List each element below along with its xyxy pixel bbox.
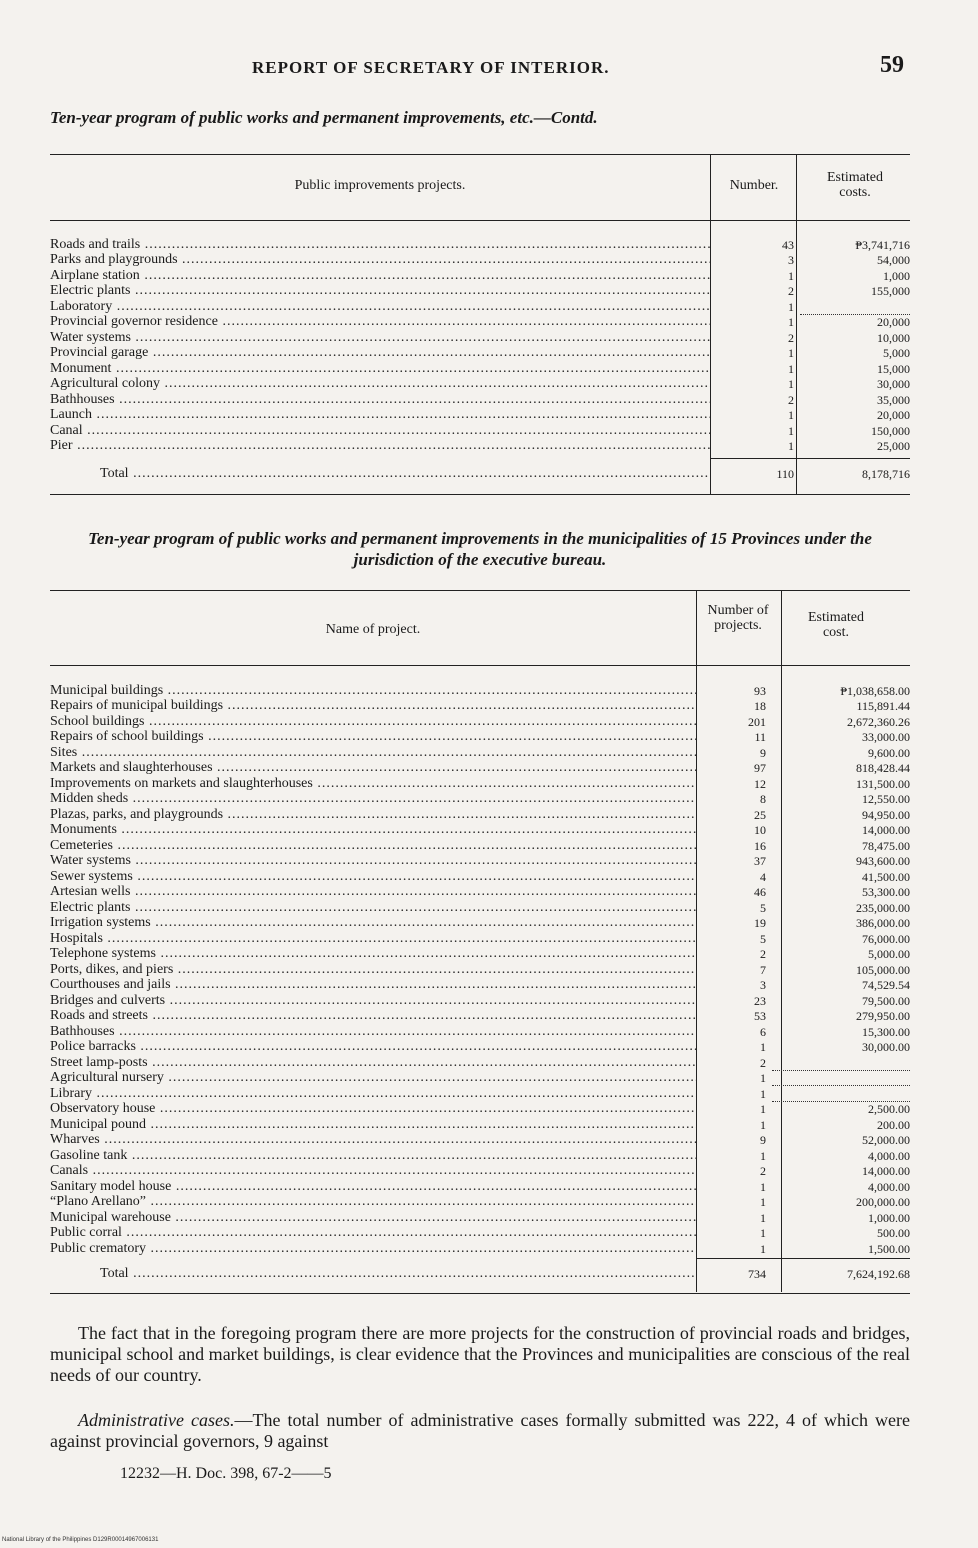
library-watermark: National Library of the Philippines D129R00014967006131 <box>2 1537 159 1543</box>
row-cost: 52,000.00 <box>862 1133 910 1147</box>
row-cost: 150,000 <box>871 423 910 438</box>
row-number: 1 <box>760 1040 766 1054</box>
row-number: 43 <box>782 237 794 252</box>
table1-header-cost: Estimated costs. <box>827 170 883 200</box>
row-cost: 25,000 <box>877 439 910 453</box>
table-row <box>50 1071 910 1087</box>
row-number: 18 <box>754 699 766 713</box>
row-project-name: Parks and playgrounds ..... <box>50 252 710 268</box>
row-cost: 15,300.00 <box>862 1024 910 1039</box>
table-row <box>50 1226 910 1242</box>
row-project-name: Street lamp-posts ..... <box>50 1055 696 1071</box>
table-row <box>50 1040 910 1056</box>
row-cost: 9,600.00 <box>868 745 910 760</box>
row-number: 1 <box>760 1210 766 1225</box>
row-number: 2 <box>788 330 794 345</box>
table-row <box>50 1117 910 1133</box>
row-number: 5 <box>760 900 766 915</box>
row-project-name: Plazas, parks, and playgrounds ..... <box>50 807 696 823</box>
row-project-name: Bridges and culverts ..... <box>50 993 696 1009</box>
row-project-name: Artesian wells ..... <box>50 884 696 900</box>
row-project-name: Electric plants ..... <box>50 900 696 916</box>
table1-caption: Ten-year program of public works and permanent improvements, etc.—Contd. <box>50 108 598 127</box>
row-project-name: Police barracks ..... <box>50 1039 696 1055</box>
table-row <box>50 761 910 777</box>
row-cost: 235,000.00 <box>856 900 910 915</box>
row-project-name: Markets and slaughterhouses ..... <box>50 760 696 776</box>
table-row <box>50 838 910 854</box>
row-number: 4 <box>760 869 766 884</box>
row-number: 53 <box>754 1009 766 1023</box>
row-project-name: Ports, dikes, and piers ..... <box>50 962 696 978</box>
row-number: 3 <box>788 253 794 267</box>
table1-header-rule <box>50 220 910 221</box>
row-number: 2 <box>760 947 766 961</box>
row-project-name: Roads and streets ..... <box>50 1008 696 1024</box>
row-cost: 818,428.44 <box>856 761 910 775</box>
row-cost: 943,600.00 <box>856 854 910 868</box>
table2-header-cost: Estimated cost. <box>808 610 864 640</box>
row-cost: 105,000.00 <box>856 962 910 977</box>
table-row <box>50 408 910 424</box>
row-number: 2 <box>760 1164 766 1178</box>
row-project-name: Monument ..... <box>50 361 710 377</box>
table2-header-name: Name of project. <box>325 622 421 637</box>
row-project-name: Municipal pound ..... <box>50 1117 696 1133</box>
table-row <box>50 978 910 994</box>
row-project-name: Bathhouses ..... <box>50 392 710 408</box>
table-row <box>50 1102 910 1118</box>
row-cost: 1,500.00 <box>868 1241 910 1256</box>
paragraph-1: The fact that in the foregoing program there are more projects for the construction of provincial roads and bridges, municipal school and market buildings, is clear evidence that the Provinces and municipalities are conscious of the real needs of our country. <box>50 1323 910 1385</box>
row-number: 8 <box>760 792 766 806</box>
row-project-name: Hospitals ..... <box>50 931 696 947</box>
table-row <box>50 885 910 901</box>
table-row <box>50 423 910 439</box>
row-project-name: Electric plants ..... <box>50 283 710 299</box>
table1-total-rule <box>710 458 910 459</box>
row-project-name: Library ..... <box>50 1086 696 1102</box>
table2-caption: Ten-year program of public works and permanent improvements in the municipalities of 15 Provinces under the jurisdiction of the executive bureau. <box>88 529 872 569</box>
row-number: 9 <box>760 745 766 760</box>
row-cost: 2,500.00 <box>868 1102 910 1116</box>
row-number: 5 <box>760 931 766 946</box>
row-cost: 78,475.00 <box>862 838 910 853</box>
row-number: 19 <box>754 916 766 930</box>
row-cost: 200.00 <box>877 1117 910 1132</box>
table1-bottom-rule <box>50 494 910 495</box>
table1-total-label: Total ..... <box>50 466 710 482</box>
row-number: 1 <box>760 1241 766 1256</box>
row-cost: 20,000 <box>877 315 910 329</box>
row-number: 1 <box>788 361 794 376</box>
row-number: 2 <box>788 392 794 407</box>
table-row <box>50 330 910 346</box>
table1-total-number: 110 <box>776 467 794 481</box>
row-project-name: Agricultural nursery ..... <box>50 1070 696 1086</box>
row-cost: 4,000.00 <box>868 1179 910 1194</box>
row-number: 1 <box>760 1195 766 1209</box>
row-cost <box>800 306 910 315</box>
table-row <box>50 962 910 978</box>
paragraph-2-text: —The total number of administrative cases formally submitted was 222, 4 of which were against provincial governors, 9 against <box>50 1410 910 1451</box>
row-project-name: Wharves ..... <box>50 1132 696 1148</box>
row-project-name: Provincial governor residence ..... <box>50 314 710 330</box>
table-row <box>50 1086 910 1102</box>
row-cost: ₱3,741,716 <box>855 237 910 252</box>
row-project-name: Canals ..... <box>50 1163 696 1179</box>
row-project-name: Improvements on markets and slaughterhouses ..... <box>50 776 696 792</box>
row-project-name: Pier ..... <box>50 438 710 454</box>
table1-total-cost: 8,178,716 <box>862 467 910 481</box>
table-row <box>50 1055 910 1071</box>
row-project-name: Municipal buildings ..... <box>50 683 696 699</box>
row-project-name: Water systems ..... <box>50 853 696 869</box>
row-number: 9 <box>760 1133 766 1147</box>
table-row <box>50 993 910 1009</box>
paragraph-2-lead: Administrative cases. <box>78 1410 235 1430</box>
row-project-name: Canal ..... <box>50 423 710 439</box>
table2-total-label: Total ..... <box>50 1266 696 1282</box>
row-project-name: Repairs of municipal buildings ..... <box>50 698 696 714</box>
table2-total-cost: 7,624,192.68 <box>847 1267 910 1281</box>
row-cost: 1,000 <box>883 268 910 283</box>
row-project-name: Agricultural colony ..... <box>50 376 710 392</box>
row-cost: 53,300.00 <box>862 885 910 899</box>
row-project-name: Launch ..... <box>50 407 710 423</box>
table-row <box>50 792 910 808</box>
table-row <box>50 683 910 699</box>
row-cost: 4,000.00 <box>868 1148 910 1163</box>
row-project-name: Public corral ..... <box>50 1225 696 1241</box>
row-cost <box>772 1093 910 1102</box>
row-number: 1 <box>788 408 794 422</box>
table-row <box>50 361 910 377</box>
table2-header-rule <box>50 665 910 666</box>
row-cost: 5,000.00 <box>868 947 910 961</box>
row-project-name: School buildings ..... <box>50 714 696 730</box>
row-cost: 30,000 <box>877 377 910 391</box>
table2-bottom-rule <box>50 1293 910 1294</box>
row-number: 1 <box>788 268 794 283</box>
table2-total-row <box>50 1266 910 1282</box>
table-row <box>50 1179 910 1195</box>
row-number: 1 <box>760 1071 766 1085</box>
row-project-name: Sewer systems ..... <box>50 869 696 885</box>
row-cost: 131,500.00 <box>856 776 910 791</box>
row-cost: ₱1,038,658.00 <box>840 683 910 698</box>
row-number: 93 <box>754 683 766 698</box>
row-project-name: “Plano Arellano” ..... <box>50 1194 696 1210</box>
table-row <box>50 299 910 315</box>
row-project-name: Sanitary model house ..... <box>50 1179 696 1195</box>
row-number: 1 <box>788 346 794 360</box>
row-number: 25 <box>754 807 766 822</box>
page-number: 59 <box>880 52 904 78</box>
row-project-name: Observatory house ..... <box>50 1101 696 1117</box>
row-number: 6 <box>760 1024 766 1039</box>
row-number: 1 <box>788 439 794 453</box>
table-row <box>50 869 910 885</box>
table-row <box>50 315 910 331</box>
table-row <box>50 268 910 284</box>
table-row <box>50 439 910 455</box>
table-row <box>50 714 910 730</box>
row-cost: 33,000.00 <box>862 730 910 744</box>
row-cost <box>772 1062 910 1071</box>
table-row <box>50 931 910 947</box>
row-number: 7 <box>760 962 766 977</box>
row-cost: 10,000 <box>877 330 910 345</box>
row-project-name: Airplane station ..... <box>50 268 710 284</box>
row-cost: 115,891.44 <box>856 699 910 713</box>
running-title: REPORT OF SECRETARY OF INTERIOR. <box>252 58 610 77</box>
paragraph-2 <box>50 1410 910 1452</box>
row-project-name: Cemeteries ..... <box>50 838 696 854</box>
row-cost: 41,500.00 <box>862 869 910 884</box>
row-cost: 76,000.00 <box>862 931 910 946</box>
row-number: 12 <box>754 776 766 791</box>
table-row <box>50 377 910 393</box>
row-cost <box>772 1077 910 1086</box>
row-project-name: Roads and trails ..... <box>50 237 710 253</box>
row-cost: 5,000 <box>883 346 910 360</box>
row-cost: 20,000 <box>877 408 910 422</box>
row-number: 3 <box>760 978 766 992</box>
table-row <box>50 1241 910 1257</box>
row-cost: 14,000.00 <box>862 823 910 837</box>
table-row <box>50 346 910 362</box>
row-cost: 35,000 <box>877 392 910 407</box>
row-project-name: Midden sheds ..... <box>50 791 696 807</box>
row-number: 1 <box>760 1117 766 1132</box>
row-cost: 79,500.00 <box>862 993 910 1008</box>
row-number: 1 <box>788 299 794 314</box>
table1-top-rule <box>50 154 910 155</box>
table-row <box>50 776 910 792</box>
row-project-name: Municipal warehouse ..... <box>50 1210 696 1226</box>
row-project-name: Monuments ..... <box>50 822 696 838</box>
row-project-name: Gasoline tank ..... <box>50 1148 696 1164</box>
row-cost: 386,000.00 <box>856 916 910 930</box>
row-number: 1 <box>788 423 794 438</box>
row-cost: 54,000 <box>877 253 910 267</box>
table-row <box>50 253 910 269</box>
row-cost: 12,550.00 <box>862 792 910 806</box>
row-project-name: Sites ..... <box>50 745 696 761</box>
row-number: 1 <box>788 315 794 329</box>
row-cost: 200,000.00 <box>856 1195 910 1209</box>
row-number: 10 <box>754 823 766 837</box>
row-cost: 30,000.00 <box>862 1040 910 1054</box>
row-number: 1 <box>760 1179 766 1194</box>
row-project-name: Water systems ..... <box>50 330 710 346</box>
row-cost: 500.00 <box>877 1226 910 1240</box>
row-project-name: Irrigation systems ..... <box>50 915 696 931</box>
row-project-name: Telephone systems ..... <box>50 946 696 962</box>
table-row <box>50 392 910 408</box>
table-row <box>50 947 910 963</box>
table-row <box>50 823 910 839</box>
row-cost: 279,950.00 <box>856 1009 910 1023</box>
table-row <box>50 900 910 916</box>
table-row <box>50 916 910 932</box>
table-row <box>50 745 910 761</box>
table-row <box>50 1210 910 1226</box>
row-project-name: Provincial garage ..... <box>50 345 710 361</box>
row-number: 1 <box>788 377 794 391</box>
row-cost: 14,000.00 <box>862 1164 910 1178</box>
row-number: 1 <box>760 1086 766 1101</box>
row-project-name: Public crematory ..... <box>50 1241 696 1257</box>
row-project-name: Courthouses and jails ..... <box>50 977 696 993</box>
row-cost: 74,529.54 <box>862 978 910 992</box>
row-number: 37 <box>754 854 766 868</box>
row-cost: 1,000.00 <box>868 1210 910 1225</box>
row-number: 16 <box>754 838 766 853</box>
table-row <box>50 284 910 300</box>
row-project-name: Repairs of school buildings ..... <box>50 729 696 745</box>
row-cost: 2,672,360.26 <box>847 714 910 729</box>
row-number: 2 <box>760 1055 766 1070</box>
row-cost: 15,000 <box>877 361 910 376</box>
row-number: 1 <box>760 1148 766 1163</box>
table2-body <box>50 683 910 1257</box>
table-row <box>50 699 910 715</box>
document-reference: 12232—H. Doc. 398, 67-2——5 <box>120 1465 332 1482</box>
table2-header-number: Number of projects. <box>707 603 769 633</box>
row-number: 201 <box>748 714 766 729</box>
table2-total-number: 734 <box>748 1267 766 1281</box>
table-row <box>50 807 910 823</box>
table-row <box>50 1148 910 1164</box>
table1-body <box>50 237 910 454</box>
table-row <box>50 237 910 253</box>
row-project-name: Laboratory ..... <box>50 299 710 315</box>
row-number: 11 <box>754 730 766 744</box>
row-number: 23 <box>754 993 766 1008</box>
table2-total-rule <box>696 1258 910 1259</box>
row-number: 2 <box>788 284 794 298</box>
table-row <box>50 854 910 870</box>
table-row <box>50 1009 910 1025</box>
row-project-name: Bathhouses ..... <box>50 1024 696 1040</box>
table1-total-row <box>50 466 910 482</box>
table-row <box>50 1133 910 1149</box>
row-number: 1 <box>760 1102 766 1116</box>
row-number: 46 <box>754 885 766 899</box>
row-cost: 155,000 <box>871 284 910 298</box>
table1-header-name: Public improvements projects. <box>294 178 466 193</box>
table-row <box>50 730 910 746</box>
table-row <box>50 1164 910 1180</box>
row-number: 97 <box>754 761 766 775</box>
row-cost: 94,950.00 <box>862 807 910 822</box>
table1-header-number: Number. <box>729 178 779 193</box>
table-row <box>50 1024 910 1040</box>
row-number: 1 <box>760 1226 766 1240</box>
table-row <box>50 1195 910 1211</box>
